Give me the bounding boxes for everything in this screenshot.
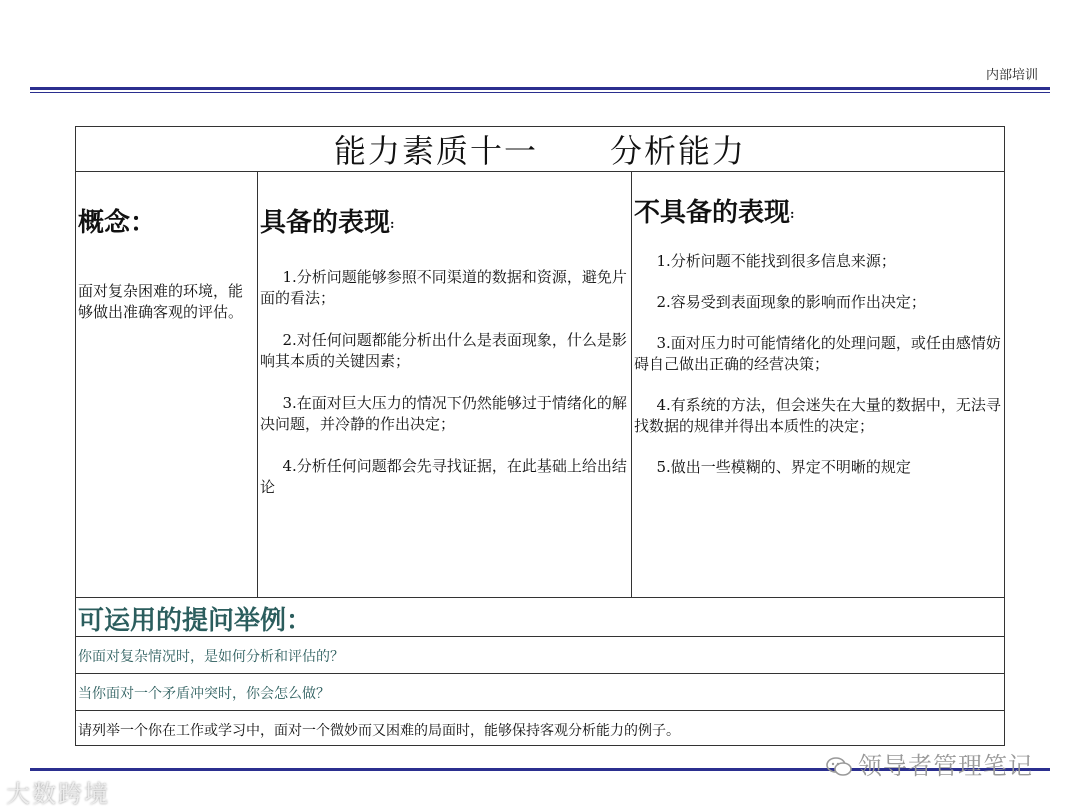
concept-column (76, 172, 258, 597)
negative-item: 2.容易受到表面现象的影响而作出决定； (656, 293, 926, 311)
wechat-text: 领导者管理笔记 (858, 752, 1033, 780)
wechat-watermark (826, 746, 1033, 781)
questions-heading: 可运用的提问举例： (76, 597, 1004, 637)
question-row: 当你面对一个矛盾冲突时，你会怎么做？ (76, 674, 1004, 711)
header-label: 内部培训 (985, 68, 1038, 83)
positive-column (258, 172, 632, 597)
negative-item: 5.做出一些模糊的、界定不明晰的规定 (656, 458, 911, 476)
negative-item: 1.分析问题不能找到很多信息来源； (656, 252, 896, 270)
header-divider (30, 87, 1050, 93)
title-part-1: 能力素质十一 (333, 132, 538, 170)
negative-heading (632, 172, 1004, 229)
competency-table (75, 126, 1005, 746)
positive-item: 3.在面对巨大压力的情况下仍然能够过于情绪化的解决问题，并冷静的作出决定； (260, 394, 627, 433)
concept-text: 面对复杂困难的环境，能够做出准确客观的评估。 (78, 282, 244, 321)
title-part-2: 分析能力 (610, 132, 747, 170)
negative-heading-colon: : (790, 207, 795, 221)
positive-item: 1.分析问题能够参照不同渠道的数据和资源，避免片面的看法； (260, 268, 627, 307)
corner-watermark: 大数跨境 (6, 780, 110, 808)
negative-heading-text: 不具备的表现 (634, 198, 791, 228)
positive-heading-text: 具备的表现 (260, 208, 391, 238)
positive-item: 4.分析任何问题都会先寻找证据，在此基础上给出结论 (260, 457, 627, 496)
negative-item: 3.面对压力时可能情绪化的处理问题，或任由感情妨碍自己做出正确的经营决策； (634, 334, 1001, 373)
positive-item: 2.对任何问题都能分析出什么是表面现象，什么是影响其本质的关键因素； (260, 331, 627, 370)
table-title (76, 127, 1004, 172)
positive-heading-colon: : (390, 217, 395, 231)
negative-column (632, 172, 1004, 597)
negative-item: 4.有系统的方法，但会迷失在大量的数据中，无法寻找数据的规律并得出本质性的决定； (634, 396, 1001, 435)
question-row: 你面对复杂情况时，是如何分析和评估的？ (76, 637, 1004, 674)
question-row: 请列举一个你在工作或学习中，面对一个微妙而又困难的局面时，能够保持客观分析能力的例子。 (78, 723, 680, 739)
concept-heading: 概念： (78, 208, 157, 238)
wechat-icon (826, 756, 852, 778)
positive-heading (258, 172, 631, 239)
